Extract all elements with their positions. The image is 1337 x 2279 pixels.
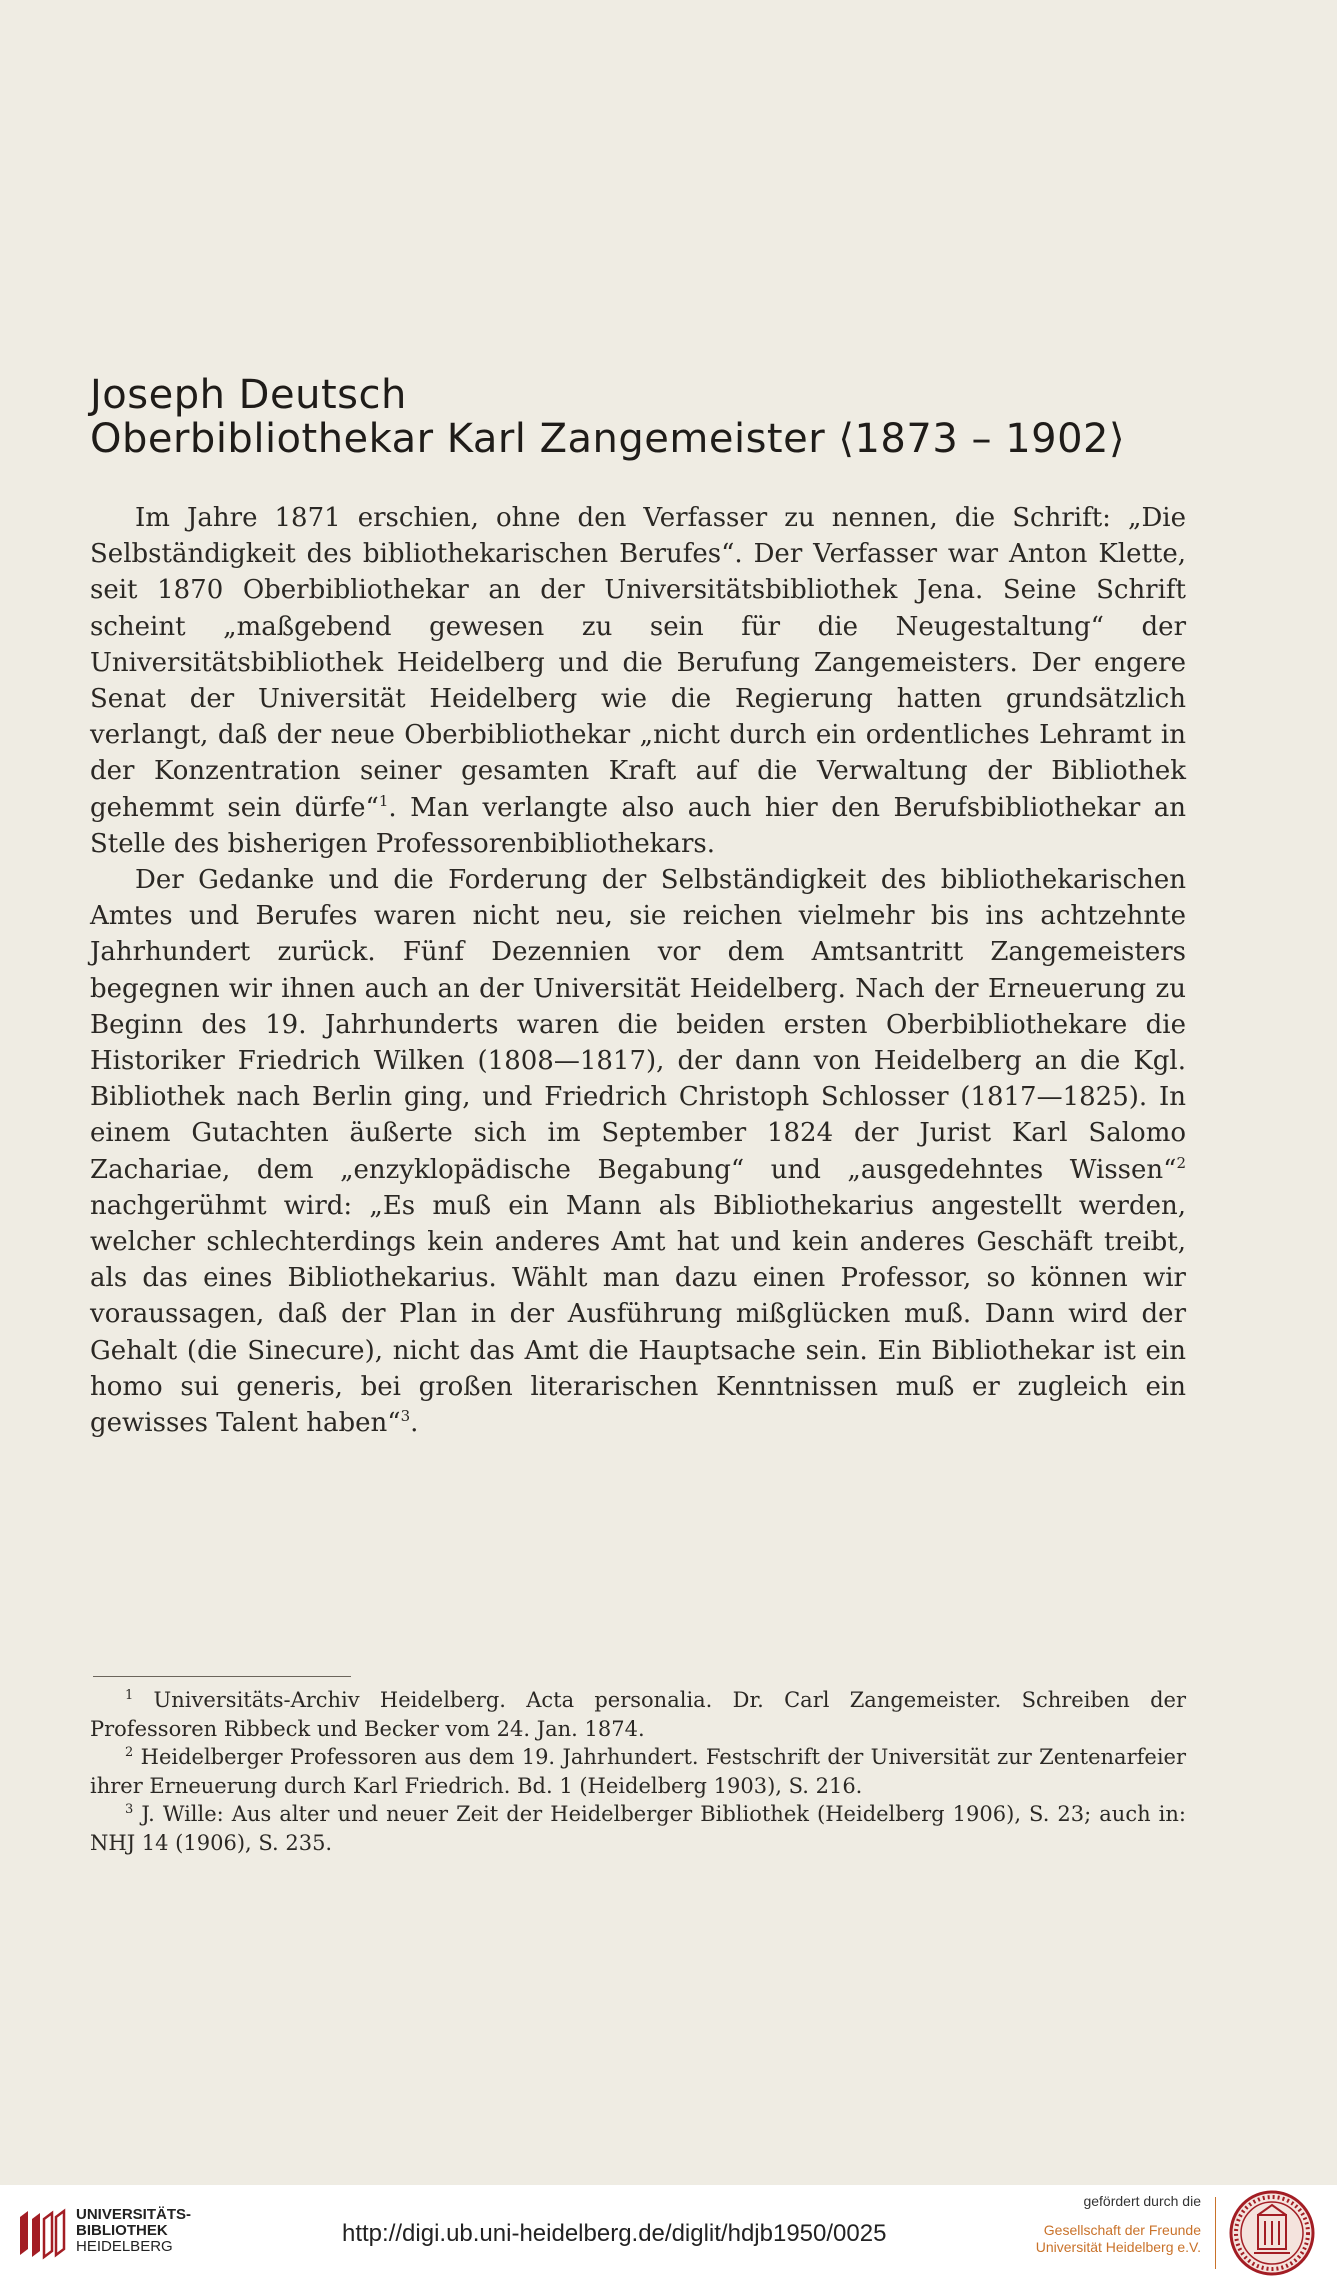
footnote-text: Heidelberger Professoren aus dem 19. Jahrhundert. Festschrift der Universität zur Zentenarfeier ihrer Erneuerung durch Karl Friedrich. Bd. 1 (Heidelberg 1903), S. 216.	[90, 1745, 1186, 1798]
sponsor-credit[interactable]	[1036, 2193, 1201, 2256]
footnote-ref-2[interactable]: 2	[1176, 1153, 1186, 1172]
footnote-number: 1	[125, 1688, 134, 1703]
footnote-number: 2	[125, 1745, 134, 1761]
paragraph-text: nachgerühmt wird: „Es muß ein Mann als Bibliothekarius angestellt werden, welcher schlechterdings kein anderes Amt hat und kein anderes Geschäft treibt, als das eines Bibliothekarius. Wählt man dazu einen Professor, so können wir voraussagen, daß der Plan in der Ausführung mißglücken muß. Dann wird der Gehalt (die Sinecure), nicht das Amt die Hauptsache sein. Ein Bibliothekar ist ein homo sui generis, bei großen literarischen Kenntnissen muß er zugleich ein gewisses Talent haben“	[90, 1190, 1186, 1439]
paragraph-text: Der Gedanke und die Forderung der Selbständigkeit des bibliothekarischen Amtes und Berufes waren nicht neu, sie reichen vielmehr bis ins achtzehnte Jahrhundert zurück. Fünf Dezennien vor dem Amtsantritt Zangemeisters begegnen wir ihnen auch an der Universität Heidelberg. Nach der Erneuerung zu Beginn des 19. Jahrhunderts waren die beiden ersten Oberbibliothekare die Historiker Friedrich Wilken (1808—1817), der dann von Heidelberg an die Kgl. Bibliothek nach Berlin ging, und Friedrich Christoph Schlosser (1817—1825). In einem Gutachten äußerte sich im September 1824 der Jurist Karl Salomo Zachariae, dem „enzyklopädische Begabung“ und „ausgedehntes Wissen“	[90, 865, 1186, 1185]
article-body	[90, 500, 1186, 1441]
footnote-text: J. Wille: Aus alter und neuer Zeit der Heidelberger Bibliothek (Heidelberg 1906), S. 23; auch in: NHJ 14 (1906), S. 235.	[90, 1802, 1186, 1855]
library-name[interactable]	[76, 2207, 191, 2255]
paragraph-text: Im Jahre 1871 erschien, ohne den Verfasser zu nennen, die Schrift: „Die Selbständigkeit des bibliothekarischen Berufes“. Der Verfasser war Anton Klette, seit 1870 Oberbibliothekar an der Universitätsbibliothek Jena. Seine Schrift scheint „maßgebend gewesen zu sein für die Neugestaltung“ der Universitätsbibliothek Heidelberg und die Berufung Zangemeisters. Der engere Senat der Universität Heidelberg wie die Regierung hatten grundsätzlich verlangt, daß der neue Oberbibliothekar „nicht durch ein ordentliches Lehramt in der Konzentration seiner gesamten Kraft auf die Verwaltung der Bibliothek gehemmt sein dürfe“	[90, 503, 1186, 823]
university-seal-icon[interactable]	[1228, 2189, 1316, 2277]
article-author: Joseph Deutsch	[90, 372, 407, 418]
footnotes	[90, 1686, 1186, 1858]
library-name-line: UNIVERSITÄTS-	[76, 2206, 192, 2223]
footer-bar	[0, 2185, 1337, 2279]
footnote-text: Universitäts-Archiv Heidelberg. Acta personalia. Dr. Carl Zangemeister. Schreiben der Professoren Ribbeck und Becker vom 24. Jan. 1874.	[90, 1688, 1186, 1741]
article-title: Oberbibliothekar Karl Zangemeister ⟨1873 – 1902⟩	[90, 416, 1126, 462]
paragraph-text: . Man verlangte also auch hier den Berufsbibliothekar an Stelle des bisherigen Professorenbibliothekars.	[90, 792, 1187, 859]
sponsor-divider	[1215, 2197, 1216, 2269]
paragraph-text: .	[410, 1408, 419, 1439]
footnote-number: 3	[125, 1802, 134, 1818]
body-paragraph-1	[90, 500, 1186, 862]
ub-heidelberg-logo-icon[interactable]	[14, 2203, 68, 2261]
body-paragraph-2	[90, 862, 1186, 1441]
footnote-3	[90, 1800, 1186, 1857]
sponsor-intro: gefördert durch die	[1083, 2193, 1201, 2209]
library-name-line: BIBLIOTHEK	[76, 2222, 168, 2239]
sponsor-name: Gesellschaft der Freunde	[1043, 2222, 1201, 2238]
library-name-line: HEIDELBERG	[76, 2238, 173, 2255]
footnote-ref-1[interactable]: 1	[378, 791, 389, 810]
footnote-ref-3[interactable]: 3	[400, 1407, 411, 1426]
sponsor-name: Universität Heidelberg e.V.	[1035, 2239, 1201, 2255]
footnote-2	[90, 1743, 1186, 1800]
permalink-url[interactable]: http://digi.ub.uni-heidelberg.de/diglit/hdjb1950/0025	[342, 2220, 887, 2247]
footnote-1	[90, 1686, 1186, 1743]
footnote-divider	[93, 1676, 351, 1677]
